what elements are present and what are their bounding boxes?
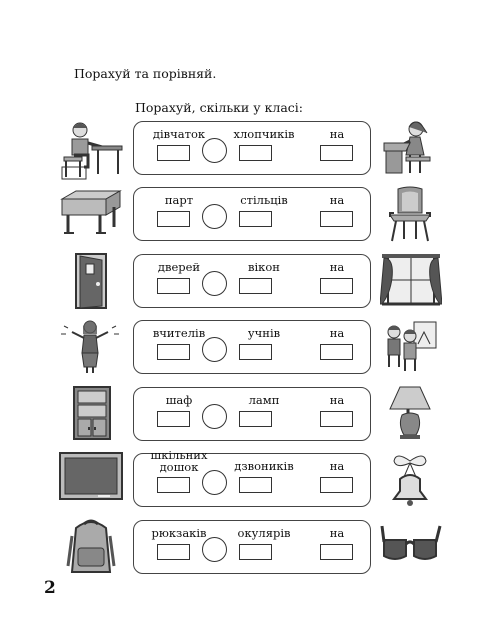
count-label-windows: вікон <box>248 260 280 274</box>
difference-label: на <box>329 326 345 340</box>
answer-box-difference[interactable] <box>320 211 353 227</box>
teacher-icon <box>58 318 124 374</box>
comparison-card <box>133 520 371 574</box>
count-label-chalkboards: шкільних дошок <box>150 448 208 474</box>
answer-box-desks[interactable] <box>157 211 190 227</box>
comparison-card <box>133 187 371 241</box>
count-label-backpacks: рюкзаків <box>151 526 207 540</box>
answer-box-teachers[interactable] <box>157 344 190 360</box>
count-label-doors: дверей <box>157 260 201 274</box>
difference-label: на <box>329 127 345 141</box>
schoolgirl-at-desk-icon <box>380 119 440 179</box>
answer-box-backpacks[interactable] <box>157 544 190 560</box>
eyeglasses-icon <box>380 518 442 570</box>
answer-box-bookcases[interactable] <box>157 411 190 427</box>
answer-box-glasses[interactable] <box>239 544 272 560</box>
count-label-desks: парт <box>164 193 194 207</box>
school-desk-icon <box>58 185 124 237</box>
schoolboy-at-desk-icon <box>58 119 124 181</box>
answer-box-difference[interactable] <box>320 544 353 560</box>
answer-box-chalkboards[interactable] <box>157 477 190 493</box>
count-label-boys: хлопчиків <box>233 127 295 141</box>
difference-label: на <box>329 193 345 207</box>
answer-box-windows[interactable] <box>239 278 272 294</box>
answer-box-difference[interactable] <box>320 344 353 360</box>
answer-box-bells[interactable] <box>239 477 272 493</box>
count-label-glasses: окулярів <box>237 526 291 540</box>
chalkboard-icon <box>58 451 124 501</box>
count-label-girls: дівчаток <box>152 127 206 141</box>
comparison-row-bookcases-lamps <box>0 385 478 449</box>
comparison-card <box>133 320 371 374</box>
answer-box-girls[interactable] <box>157 145 190 161</box>
school-bell-icon <box>380 451 440 509</box>
count-label-bookcases: шаф <box>165 393 193 407</box>
difference-label: на <box>329 393 345 407</box>
comparison-card <box>133 387 371 441</box>
comparison-row-backpacks-glasses <box>0 518 478 582</box>
count-label-chairs: стільців <box>240 193 288 207</box>
answer-box-doors[interactable] <box>157 278 190 294</box>
comparison-card <box>133 448 371 507</box>
page-number: 2 <box>44 578 56 598</box>
comparison-sign-circle[interactable] <box>202 138 227 163</box>
difference-label: на <box>329 260 345 274</box>
answer-box-chairs[interactable] <box>239 211 272 227</box>
answer-box-pupils[interactable] <box>239 344 272 360</box>
difference-label: на <box>329 459 345 473</box>
comparison-row-boards-bells <box>0 448 478 515</box>
comparison-sign-circle[interactable] <box>202 337 227 362</box>
answer-box-boys[interactable] <box>239 145 272 161</box>
table-lamp-icon <box>380 385 440 441</box>
window-with-curtains-icon <box>380 252 442 310</box>
comparison-sign-circle[interactable] <box>202 204 227 229</box>
comparison-row-desks-chairs <box>0 185 478 249</box>
answer-box-lamps[interactable] <box>239 411 272 427</box>
answer-box-difference[interactable] <box>320 145 353 161</box>
comparison-card <box>133 121 371 175</box>
chair-icon <box>380 185 440 245</box>
backpack-icon <box>58 518 124 576</box>
count-label-lamps: ламп <box>248 393 280 407</box>
comparison-row-girls-boys <box>0 119 478 183</box>
bookcase-icon <box>58 385 124 441</box>
count-label-bells: дзвоників <box>234 459 294 473</box>
count-label-teachers: вчителів <box>152 326 206 340</box>
answer-box-difference[interactable] <box>320 278 353 294</box>
difference-label: на <box>329 526 345 540</box>
comparison-card <box>133 254 371 308</box>
pupils-icon <box>380 318 442 374</box>
comparison-row-doors-windows <box>0 252 478 316</box>
answer-box-difference[interactable] <box>320 411 353 427</box>
comparison-row-teachers-pupils <box>0 318 478 382</box>
comparison-sign-circle[interactable] <box>202 404 227 429</box>
comparison-sign-circle[interactable] <box>202 537 227 562</box>
door-icon <box>58 252 124 310</box>
answer-box-difference[interactable] <box>320 477 353 493</box>
comparison-sign-circle[interactable] <box>202 271 227 296</box>
comparison-sign-circle[interactable] <box>202 470 227 495</box>
count-label-pupils: учнів <box>247 326 281 340</box>
task-heading: Порахуй та порівняй. <box>74 66 217 81</box>
task-subheading: Порахуй, скільки у класі: <box>135 100 303 115</box>
